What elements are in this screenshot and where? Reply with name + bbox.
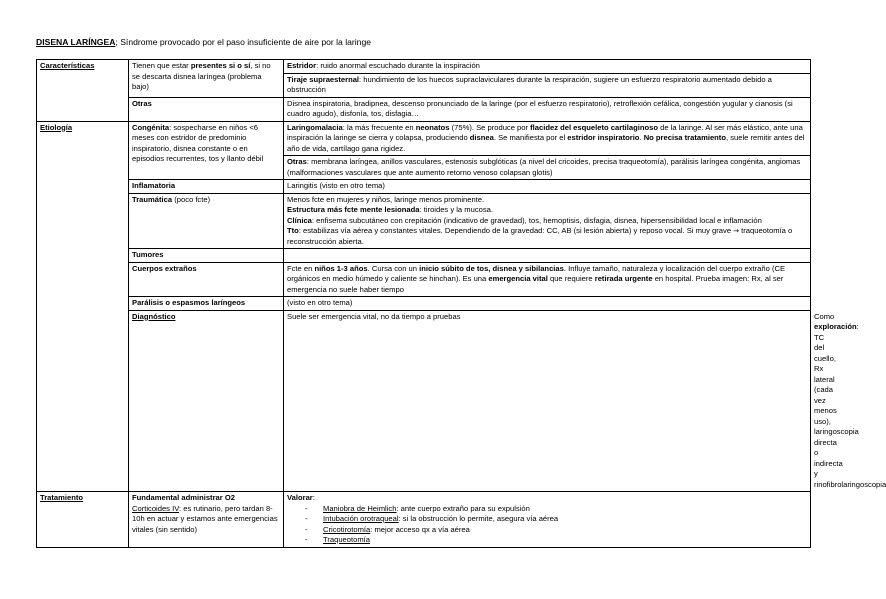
text: : membrana laríngea, anillos vasculares, estenosis subglóticas (a nivel del cricoides, precisa traqueotomía), parálisis laríngea congénita, angiomas (malformaciones vasculares que ante aumento retorno venoso colapsan glotis) — [287, 157, 801, 177]
text: Menos fcte en mujeres y niños, laringe menos prominente. — [287, 194, 485, 204]
section-label: Tratamiento — [40, 493, 84, 502]
trat-left-cell — [129, 492, 284, 548]
cuerpos-extranos-label-cell — [129, 262, 284, 297]
text: (75%). Se produce por — [449, 122, 531, 132]
estridor-label: Estridor — [287, 61, 317, 70]
list-item — [323, 525, 807, 536]
text: : es rutinario, pero tardan 8-10h en actuar y estamos ante emergencias vitales (sin sentido) — [132, 503, 278, 534]
text: : mejor acceso qx a vía aérea — [370, 524, 470, 534]
tumores-label-cell — [129, 249, 284, 263]
text-bold: exploración — [814, 322, 857, 331]
title-definition: ; Síndrome provocado por el paso insuficiente de aire por la laringe — [115, 37, 371, 47]
trat-right-cell — [284, 492, 811, 548]
text-bold: Estructura más fcte mente lesionada — [287, 205, 420, 214]
tiraje-text: : hundimiento de los huecos supraclaviculares durante la respiración, sugiere un esfuerzo respiratorio aumentado debido a obstrucción — [287, 74, 772, 94]
text-underline: Maniobra de Heimlich — [323, 503, 397, 513]
text-bold: Cuerpos extraños — [132, 263, 197, 273]
text: : si la obstrucción lo permite, asegura vía aérea — [398, 514, 559, 523]
text-underline: Traqueotomía — [323, 535, 370, 544]
text-underline: Intubación orotraqueal — [323, 514, 399, 523]
text: , suele remitir antes del año de vida, cartílago gana rigidez. — [287, 133, 805, 153]
text-bold: emergencia vital — [488, 274, 548, 283]
text: . Influye tamaño, naturaleza y localización del cuerpo extraño (CE orgánicos en medio húmedo y caliente se hinchan). Es una — [287, 263, 786, 283]
text-bold: No precisa tratamiento — [643, 133, 726, 142]
valorar-list — [287, 504, 807, 546]
text-bold: neonatos — [415, 122, 450, 132]
arrow-right-icon: → — [733, 227, 740, 235]
inflamatoria-label-cell — [129, 180, 284, 194]
etio-otras-cell — [284, 156, 811, 180]
text: . Cursa con un — [367, 263, 420, 273]
trauma-tto — [287, 226, 807, 247]
caract-otras-cell — [284, 97, 811, 121]
section-label: Etiología — [40, 122, 73, 132]
summary-table — [36, 59, 886, 548]
text: : — [312, 493, 315, 502]
congenita-text: : sospecharse en niños <6 meses con estridor de predominio inspiratorio, disnea constante o en episodios recurrentes, tos y llanto débil — [132, 122, 264, 163]
section-tratamiento — [37, 492, 129, 548]
text-bold: retirada urgente — [594, 274, 653, 283]
text-bold: Clínica — [287, 215, 312, 225]
text-bold: Valorar — [287, 493, 313, 502]
table-row — [37, 97, 811, 121]
otras-text: Disnea inspiratoria, bradipnea, descenso pronunciado de la laringe (por el esfuerzo respiratorio), retroflexión cefálica, congestión yugular y cianosis (si cuadro agudo), disfonía, tos, disfagia… — [287, 98, 793, 118]
section-diagnostico — [129, 310, 284, 492]
caract-otras-label-cell — [129, 97, 284, 121]
text-underline: Cricotirotomía — [323, 524, 371, 534]
text-bold: estridor inspiratorio — [567, 133, 640, 142]
text-underline: Corticoides IV — [132, 503, 179, 513]
list-item — [323, 514, 807, 525]
text: : ante cuerpo extraño para su expulsión — [396, 503, 530, 513]
text: Fcte en — [287, 263, 315, 273]
title-term: DISENA LARÍNGEA — [36, 37, 116, 47]
text: : estabilizas vía aérea y constantes vitales. Dependiendo de la gravedad: CC, AB (si lesión abierta) y reposo vocal. Si muy grave — [298, 226, 734, 235]
table-row — [37, 60, 811, 74]
page-title — [36, 37, 371, 47]
text-bold: niños 1-3 años — [314, 263, 368, 273]
paralisis-label-cell — [129, 297, 284, 311]
text-bold: disnea — [469, 133, 494, 142]
text-bold: Tto — [287, 226, 299, 235]
text: Tienen que estar — [132, 61, 191, 70]
otras-label: Otras — [132, 98, 152, 108]
table-row — [37, 310, 811, 492]
text-bold: Traumática — [132, 194, 173, 204]
text: : enfisema subcutáneo con crepitación (indicativo de gravedad), tos, hemoptisis, disfagia, disnea, hipersensibilidad local e inflamación — [311, 215, 762, 225]
laringomalacia-cell — [284, 121, 811, 156]
paralisis-cell — [284, 297, 811, 311]
text: (poco fcte) — [172, 194, 211, 204]
table-row — [37, 249, 811, 263]
text-bold: Fundamental administrar O2 — [132, 493, 235, 502]
table-row — [37, 262, 811, 297]
list-item — [323, 504, 807, 515]
section-label: Diagnóstico — [132, 311, 176, 321]
cuerpos-extranos-cell — [284, 262, 811, 297]
diag-left-cell — [284, 310, 811, 492]
text: : TC del cuello, Rx lateral (cada vez menos uso), laringoscopia directa o indirecta y rinofibrolaringoscopia — [814, 322, 886, 489]
text: : la más frecuente en — [342, 122, 416, 132]
section-caracteristicas — [37, 60, 129, 122]
estridor-cell — [284, 60, 811, 74]
table-row — [37, 297, 811, 311]
text: : tiroides y la mucosa. — [419, 205, 493, 214]
congenita-cell — [129, 121, 284, 180]
text-bold: presentes si o sí — [190, 61, 251, 70]
text: Suele ser emergencia vital, no da tiempo a pruebas — [287, 311, 461, 321]
text-bold: Otras — [287, 157, 307, 166]
table-row — [37, 193, 811, 249]
text: . Se manifiesta por el — [493, 133, 568, 142]
text: Laringitis (visto en otro tema) — [287, 181, 385, 190]
traumatica-label-cell — [129, 193, 284, 249]
text-bold: inicio súbito de tos, disnea y sibilancias — [419, 263, 564, 273]
text-bold: Tumores — [132, 250, 164, 259]
text: en hospital. Prueba imagen: Rx, al ser emergencia no suele haber tiempo — [287, 274, 784, 294]
trauma-estructura — [287, 205, 807, 216]
trauma-clinica — [287, 216, 807, 227]
text-bold: flacidez del esqueleto cartilaginoso — [530, 122, 659, 132]
text: traqueotomía o reconstrucción abierta. — [287, 226, 793, 246]
tumores-cell — [284, 249, 811, 263]
list-item — [323, 535, 807, 546]
tiraje-cell — [284, 73, 811, 97]
congenita-label: Congénita — [132, 122, 170, 132]
tiraje-label: Tiraje supraesternal — [287, 74, 360, 84]
table-row — [37, 180, 811, 194]
section-etiologia — [37, 121, 129, 492]
caract-required-cell — [129, 60, 284, 98]
table-row — [37, 492, 811, 548]
text: . — [639, 133, 644, 142]
traumatica-cell — [284, 193, 811, 249]
text: Como — [814, 311, 835, 321]
estridor-text: : ruido anormal escuchado durante la inspiración — [316, 61, 480, 70]
table-row — [37, 121, 811, 156]
text: que requiere — [547, 274, 595, 283]
text: , si no se descarta disnea laríngea (problema bajo) — [132, 61, 271, 91]
text-bold: Parálisis o espasmos laríngeos — [132, 298, 246, 307]
text: (visto en otro tema) — [287, 298, 353, 307]
text: de la laringe. Al ser más elástico, ante una inspiración la laringe se cierra y colapsa, produciendo — [287, 122, 803, 142]
text-bold: Laringomalacia — [287, 122, 343, 132]
section-label: Características — [40, 61, 95, 70]
text-bold: Inflamatoria — [132, 181, 176, 190]
inflamatoria-cell — [284, 180, 811, 194]
